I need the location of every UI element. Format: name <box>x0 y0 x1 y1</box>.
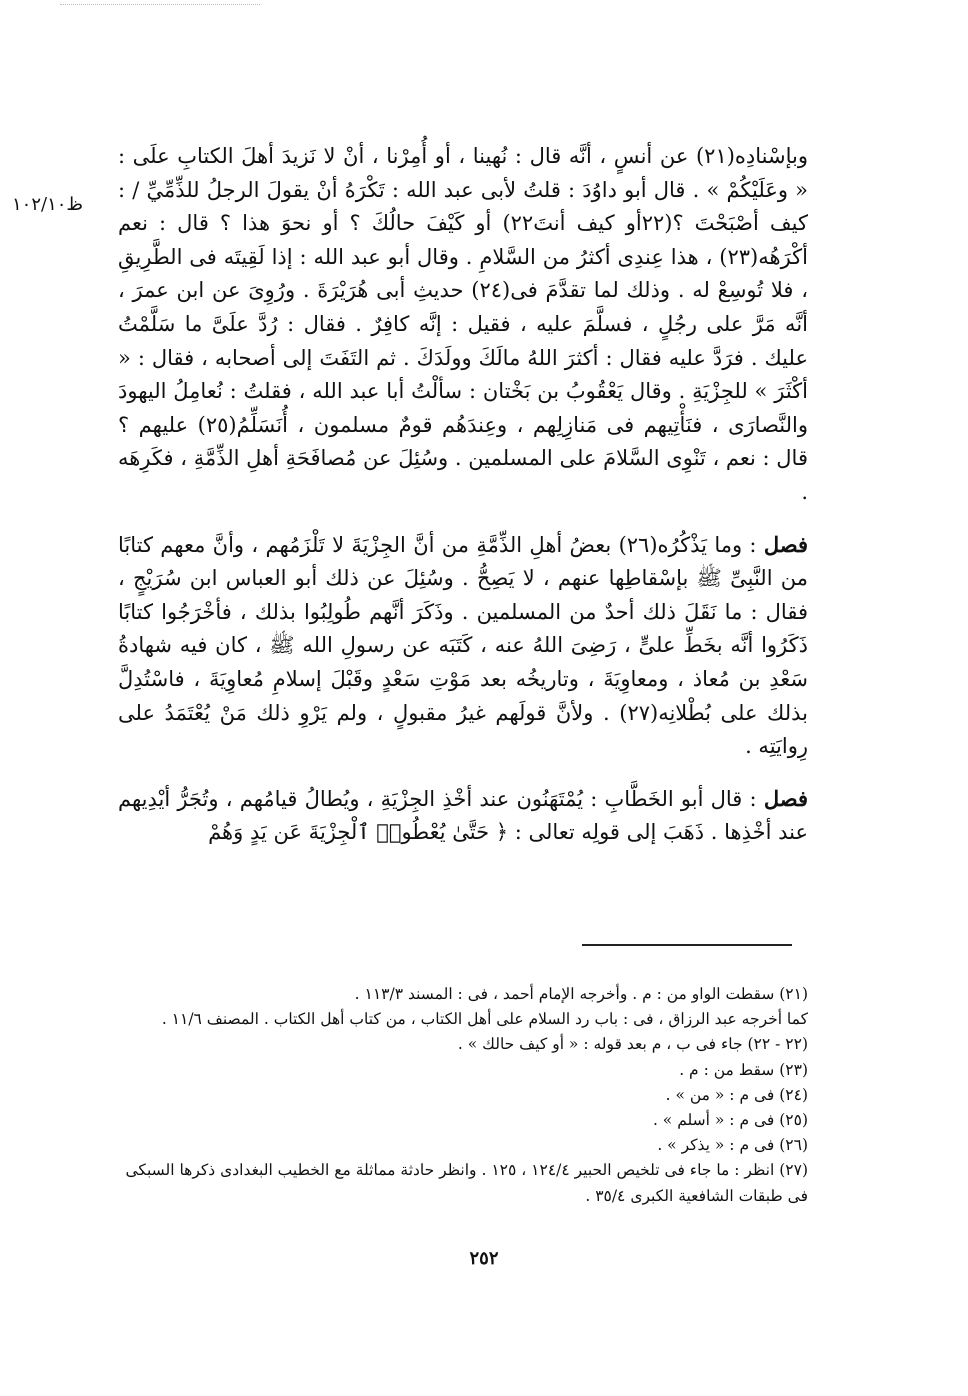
footnote-22: (٢٢ - ٢٢) جاء فى ب ، م بعد قوله : « أو كيف حالك » . <box>457 1035 808 1054</box>
paragraph-fasl-abu-al-khattab <box>118 782 808 850</box>
footnote-21: (٢١) سقطت الواو من : م . وأخرجه الإمام أحمد ، فى : المسند ١١٣/٣ . <box>354 985 808 1003</box>
footnote-24: (٢٤) فى م : « من » . <box>665 1085 808 1104</box>
paragraph-text: : قال أبو الخَطَّابِ : يُمْتَهَنُون عند أخْذِ الجِزْيَةِ ، ويُطالُ قيامُهم ، وتُجَرُّ أيْدِيهم عند أخْذِها . ذَهَبَ إلى قولِه تعالى : ﴿ حَتَّىٰ يُعْطُوا۟ ٱلْجِزْيَةَ عَن يَدٍ وَهُمْ <box>118 786 808 845</box>
footnotes <box>118 982 808 1209</box>
footnote-26: (٢٦) فى م : « يذكر » . <box>657 1136 808 1155</box>
footnote-23: (٢٣) سقط من : م . <box>679 1060 808 1079</box>
footnote-27: (٢٧) انظر : ما جاء فى تلخيص الحبير ١٢٤/٤ ، ١٢٥ . وانظر حادثة مماثلة مع الخطيب البغدادى ذكرها السبكى فى طبقات الشافعية الكبرى ٣٥/٤ . <box>125 1161 808 1205</box>
footnote-21-continued: كما أخرجه عبد الرزاق ، فى : باب رد السلام على أهل الكتاب ، من كتاب أهل الكتاب . المصنف ١١/٦ . <box>161 1010 808 1029</box>
scan-artifact <box>60 4 260 7</box>
section-heading-fasl: فصل <box>763 531 808 557</box>
paragraph-fasl-jizya-document <box>118 528 808 764</box>
manuscript-folio-note: ظ١٠٢/١٠ <box>12 194 84 215</box>
main-body-text <box>118 140 808 850</box>
footnote-separator <box>582 944 792 946</box>
paragraph-text: : وما يَذْكُرُه(٢٦) بعضُ أهلِ الذِّمَّةِ من أنَّ الجِزْيَةَ لا تَلْزَمُهم ، وأنَّ معهم كتابًا من النَّبِىِّ ﷺ بإسْقاطِها عنهم ، لا يَصِحُّ . وسُئِلَ عن ذلك أبو العباس ابن سُرَيْجٍ ، فقال : ما نَقَلَ ذلك أحدٌ من المسلمين . وذَكَرَ أنَّهم طُولِبُوا بذلك ، فأخْرَجُوا كتابًا ذَكَرُوا أنَّه بخَطِّ علىٍّ ، رَضِىَ اللهُ عنه ، كَتَبَه عن رسولِ الله ﷺ ، كان فيه شهادةُ سَعْدِ بن مُعاذ ، ومعاوِيَةَ ، وتاريخُه بعد مَوْتِ سَعْدٍ وقَبْلَ إسلامِ مُعاوِيَةَ ، فاسْتُدِلَّ بذلك على بُطْلانِه(٢٧) . ولأنَّ قولَهم غيرُ مقبولٍ ، ولم يَرْوِ ذلك مَنْ يُعْتَمَدُ على رِوايَتِه . <box>118 532 809 759</box>
footnote-25: (٢٥) فى م : « أسلم » . <box>652 1111 808 1130</box>
page-number: ٢٥٢ <box>469 1248 499 1269</box>
section-heading-fasl: فصل <box>763 785 808 811</box>
paragraph-text: وبإسْنادِه(٢١) عن أنسٍ ، أنَّه قال : نُهينا ، أو أُمِرْنا ، أنْ لا نَزيدَ أهلَ الكتابِ علَى : « وعَلَيْكُمْ » . قال أبو داوُدَ : قلتُ لأبى عبد الله : تَكْرَهُ أنْ يقولَ الرجلُ للذِّمِّيِّ / : كيف أصْبَحْتَ ؟(٢٢أو كيف أنتَ٢٢) أو كَيْفَ حالُكَ ؟ أو نحوَ هذا ؟ قال : نعم أكْرَهُه(٢٣) ، هذا عِندِى أكثرُ من السَّلامِ . وقال أبو عبد الله : إذا لَقِيتَه فى الطَّرِيقِ ، فلا تُوسِعْ له . وذلك لما تقدَّمَ فى(٢٤) حديثِ أبى هُرَيْرَةَ . ورُوِىَ عن ابن عمرَ ، أنَّه مَرَّ على رجُلٍ ، فسلَّمَ عليه ، فقيل : إنَّه كافِرٌ . فقال : رُدَّ علَىَّ ما سَلَّمْتُ عليك . فرَدَّ عليه فقال : أكثرَ اللهُ مالَكَ وولَدَكَ . ثم التَفَتَ إلى أصحابه ، فقال : « أكْثَرَ » للجِزْيَةِ . وقال يَعْقُوبُ بن بَخْتان : سألْتُ أبا عبد الله ، فقلتُ : نُعامِلُ اليهودَ والنَّصارَى ، فنَأْتِيهم فى مَنازِلِهم ، وعِندَهُم قومٌ مسلمون ، أُنَسَلِّمُ(٢٥) عليهم ؟ قال : نعم ، تَنْوِى السَّلامَ على المسلمين . وسُئِلَ عن مُصافَحَةِ أهلِ الذِّمَّةِ ، فكَرِهَه . <box>118 144 809 504</box>
paragraph-opening <box>118 140 808 510</box>
